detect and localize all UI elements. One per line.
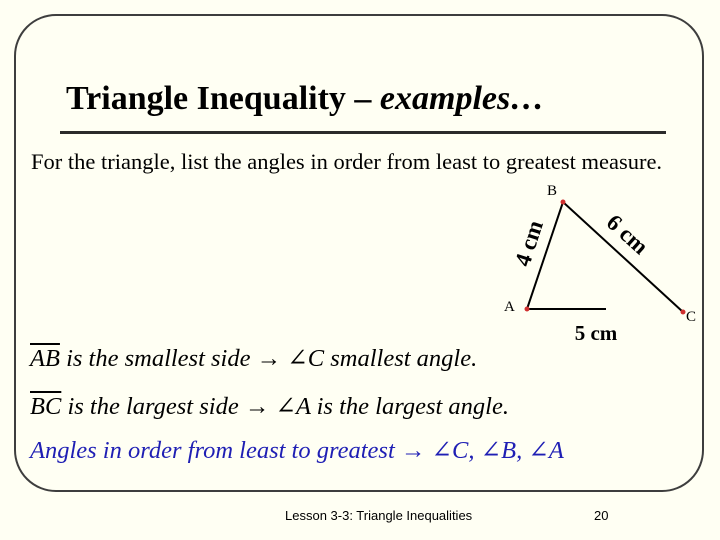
vertex-a-label: A [504, 299, 515, 315]
statement-largest-text: is the largest side → ∠A is the largest angle. [61, 393, 509, 420]
vertex-b-dot [561, 200, 566, 205]
side-bc-length: 6 cm [601, 209, 654, 260]
vertex-b-label: B [547, 183, 558, 199]
vertex-a-dot [525, 307, 530, 312]
triangle-sides-ab-bc [527, 202, 683, 312]
title-emphasis: examples… [379, 80, 545, 117]
title-main: Triangle Inequality – [66, 80, 380, 117]
side-ac-length: 5 cm [574, 321, 618, 345]
statement-largest [30, 394, 509, 421]
statement-smallest [30, 346, 477, 373]
statement-smallest-text: is the smallest side → ∠C smallest angle. [59, 345, 478, 372]
vertex-c-label: C [686, 309, 697, 325]
segment-bc: $\overline{BC}$ [30, 393, 62, 420]
side-ab-length: 4 cm [509, 217, 548, 270]
footer-page-number: 20 [594, 508, 609, 523]
instruction-text: For the triangle, list the angles in order from least to greatest measure. [31, 149, 663, 174]
footer-lesson: Lesson 3-3: Triangle Inequalities [285, 508, 473, 523]
vertex-c-dot [681, 310, 686, 315]
conclusion-statement: Angles in order from least to greatest → ∠C, ∠B, ∠A [30, 437, 564, 464]
segment-ab: $\overline{AB}$ [30, 345, 60, 372]
